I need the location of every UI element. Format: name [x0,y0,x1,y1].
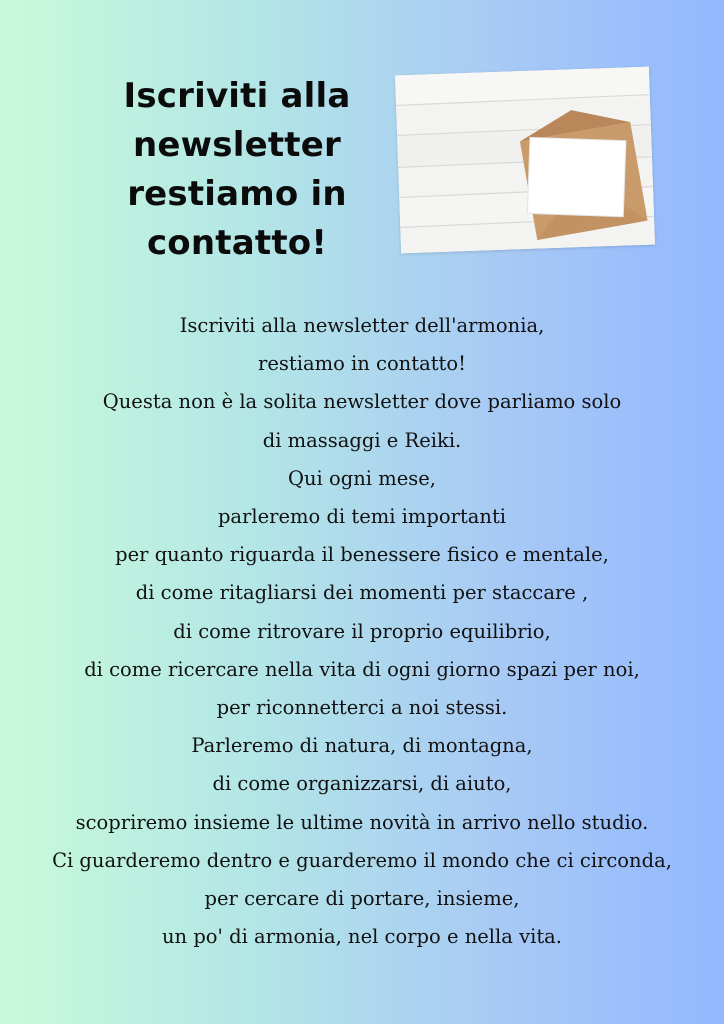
body-line: parleremo di temi importanti [217,505,507,529]
body-line: scopriremo insieme le ultime novità in arrivo nello studio. [75,810,649,834]
headline [80,72,394,268]
body-line: Questa non è la solita newsletter dove parliamo solo [102,390,622,414]
body-line: per cercare di portare, insieme, [204,887,520,911]
body-line: per riconnetterci a noi stessi. [216,696,508,720]
headline-line: restiamo in [127,174,347,214]
body-line: di come ritrovare il proprio equilibrio, [173,619,551,643]
body-line: di massaggi e Reiki. [262,428,462,452]
headline-line: contatto! [146,223,328,263]
body-line: Parleremo di natura, di montagna, [191,734,533,758]
newsletter-body [0,307,724,956]
body-line: restiamo in contatto! [258,352,466,376]
body-line: Iscriviti alla newsletter dell'armonia, [179,314,545,337]
envelope-on-wood-icon [395,67,655,254]
body-line: un po' di armonia, nel corpo e nella vita. [162,925,562,949]
body-line: di come organizzarsi, di aiuto, [212,772,512,796]
headline-line: Iscriviti alla [123,76,351,116]
body-line: Ci guarderemo dentro e guarderemo il mondo che ci circonda, [52,848,672,872]
body-line: di come ritagliarsi dei momenti per staccare , [135,581,589,605]
body-line: Qui ogni mese, [288,466,436,490]
body-line: per quanto riguarda il benessere fisico e mentale, [115,543,609,567]
headline-line: newsletter [133,125,341,165]
envelope-photo [395,67,655,254]
body-line: di come ricercare nella vita di ogni giorno spazi per noi, [84,657,640,681]
